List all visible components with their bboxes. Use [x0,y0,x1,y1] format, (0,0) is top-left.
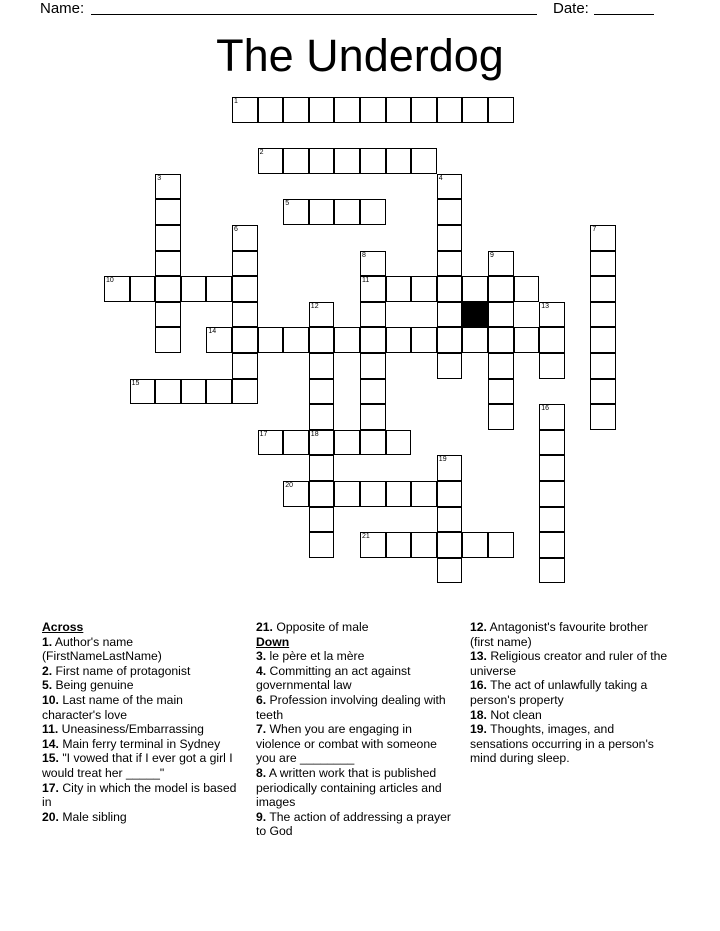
clue-item [42,664,242,679]
grid-cell[interactable] [437,199,463,225]
clue-number-label: 4. [256,663,267,678]
grid-cell[interactable] [334,481,360,507]
grid-cell[interactable] [539,532,565,558]
clue-number: 16 [541,405,549,413]
grid-cell[interactable] [258,148,284,174]
clue-text: A written work that is published periodically containing articles and images [256,765,442,810]
grid-cell[interactable] [309,532,335,558]
clue-text: Main ferry terminal in Sydney [58,736,221,751]
clue-text: Committing an act against governmental law [256,663,411,693]
grid-cell[interactable] [309,455,335,481]
grid-cell[interactable] [590,379,616,405]
clue-column-3 [470,620,670,766]
clue-number: 14 [208,328,217,336]
grid-cell[interactable] [462,97,488,123]
grid-cell[interactable] [155,174,181,200]
grid-cell[interactable] [590,276,616,302]
grid-cell[interactable] [334,430,360,456]
clue-item [256,620,456,635]
grid-cell[interactable] [590,353,616,379]
clue-item [256,766,456,810]
across-clue-list-continued [256,620,456,635]
grid-cell[interactable] [283,148,309,174]
grid-cell[interactable] [411,148,437,174]
clue-text: Being genuine [52,678,134,693]
clue-number-label: 2. [42,663,53,678]
grid-cell[interactable] [437,327,463,353]
clue-text: When you are engaging in violence or combat with someone you are ________ [256,722,437,766]
clue-item [42,751,242,780]
grid-cell[interactable] [437,455,463,481]
clue-item [42,678,242,693]
grid-cell[interactable] [386,481,412,507]
grid-cell[interactable] [360,532,386,558]
clue-number-label: 9. [256,809,267,824]
clue-number-label: 10. [42,692,59,707]
clue-item [256,722,456,766]
grid-cell[interactable] [488,302,514,328]
grid-cell[interactable] [590,302,616,328]
grid-cell[interactable] [130,276,156,302]
grid-cell[interactable] [283,199,309,225]
date-label: Date: [553,0,589,17]
clue-item [42,810,242,825]
grid-cell[interactable] [539,353,565,379]
clue-number-label: 3. [256,649,267,664]
grid-cell[interactable] [283,481,309,507]
grid-cell[interactable] [309,97,335,123]
clue-text: The action of addressing a prayer to God [256,809,451,839]
grid-cell[interactable] [155,302,181,328]
clue-number: 9 [490,251,494,259]
grid-cell[interactable] [590,225,616,251]
grid-cell[interactable] [309,327,335,353]
grid-cell[interactable] [181,276,207,302]
grid-cell[interactable] [488,404,514,430]
grid-cell[interactable] [309,353,335,379]
grid-cell[interactable] [360,97,386,123]
clue-number: 10 [106,277,114,285]
grid-cell[interactable] [411,276,437,302]
grid-cell[interactable] [411,532,437,558]
clue-number-label: 6. [256,692,267,707]
clue-text: Thoughts, images, and sensations occurring in a person's mind during sleep. [470,722,654,766]
grid-cell[interactable] [360,404,386,430]
grid-cell[interactable] [488,327,514,353]
grid-cell[interactable] [488,532,514,558]
grid-cell[interactable] [539,327,565,353]
clue-number: 15 [131,379,140,387]
grid-cell[interactable] [488,251,514,277]
grid-cell[interactable] [334,148,360,174]
clue-number: 3 [157,174,162,182]
grid-cell[interactable] [283,97,309,123]
grid-cell[interactable] [437,481,463,507]
grid-cell[interactable] [283,327,309,353]
grid-cell[interactable] [488,379,514,405]
grid-cell[interactable] [386,430,412,456]
grid-cell[interactable] [360,379,386,405]
grid-cell[interactable] [206,327,232,353]
grid-cell[interactable] [514,327,540,353]
grid-cell[interactable] [462,532,488,558]
clue-item [470,620,670,649]
grid-cell[interactable] [360,481,386,507]
grid-cell[interactable] [232,379,258,405]
grid-cell[interactable] [309,430,335,456]
clue-item [256,693,456,722]
clue-item [42,693,242,722]
grid-cell[interactable] [462,276,488,302]
grid-cell[interactable] [539,455,565,481]
grid-cell[interactable] [462,327,488,353]
clue-text: "I vowed that if I ever got a girl I would treat her _____" [42,751,233,780]
clue-number: 18 [310,430,319,438]
clue-number: 17 [259,430,268,438]
grid-cell[interactable] [360,430,386,456]
grid-cell[interactable] [206,276,232,302]
grid-cell[interactable] [437,174,463,200]
grid-cell[interactable] [181,379,207,405]
grid-cell[interactable] [309,148,335,174]
grid-cell[interactable] [411,97,437,123]
grid-cell[interactable] [539,507,565,533]
grid-cell[interactable] [539,558,565,584]
clue-number: 5 [285,200,290,208]
clue-number: 11 [362,277,370,285]
grid-cell[interactable] [539,481,565,507]
grid-cell[interactable] [130,379,156,405]
grid-cell[interactable] [283,430,309,456]
clue-number: 8 [362,251,366,259]
grid-cell[interactable] [539,404,565,430]
clue-text: First name of protagonist [52,663,191,678]
grid-cell[interactable] [411,481,437,507]
grid-cell[interactable] [309,379,335,405]
clue-item [470,722,670,766]
grid-cell[interactable] [437,97,463,123]
grid-cell[interactable] [539,430,565,456]
grid-cell[interactable] [334,97,360,123]
grid-cell[interactable] [360,148,386,174]
grid-cell[interactable] [258,430,284,456]
clue-number: 13 [541,302,549,310]
grid-cell[interactable] [232,276,258,302]
grid-cell[interactable] [360,276,386,302]
grid-cell[interactable] [232,251,258,277]
grid-cell[interactable] [104,276,130,302]
grid-cell[interactable] [309,199,335,225]
clue-number-label: 14. [42,736,59,751]
grid-cell[interactable] [437,507,463,533]
grid-cell[interactable] [360,327,386,353]
clue-text: le père et la mère [266,649,365,664]
clue-number-label: 11. [42,722,59,737]
clue-column-2 [256,620,456,839]
grid-cell[interactable] [232,353,258,379]
clue-text: Religious creator and ruler of the universe [470,649,668,678]
grid-cell[interactable] [437,276,463,302]
clue-number: 7 [592,226,597,233]
grid-cell[interactable] [232,327,258,353]
clue-number: 21 [362,533,370,541]
grid-cell[interactable] [258,97,284,123]
clue-item [256,649,456,664]
clue-number: 19 [438,456,447,464]
grid-cell[interactable] [539,302,565,328]
clue-item [470,649,670,678]
clue-number-label: 20. [42,809,59,824]
clue-text: Last name of the main character's love [42,692,183,722]
clue-text: The act of unlawfully taking a person's property [470,678,648,707]
grid-cell[interactable] [488,97,514,123]
clue-number-label: 21. [256,620,273,634]
clue-number: 1 [234,98,238,105]
clue-text: Male sibling [58,809,127,824]
clue-number-label: 17. [42,780,59,795]
clue-item [42,781,242,810]
clue-number-label: 13. [470,649,487,664]
clue-text: Antagonist's favourite brother (first name) [470,620,648,649]
grid-cell[interactable] [488,353,514,379]
clue-number-label: 15. [42,751,59,766]
clue-number-label: 1. [42,634,53,649]
name-label: Name: [40,0,85,17]
clue-number: 6 [234,226,238,233]
grid-cell[interactable] [309,302,335,328]
clue-number-label: 19. [470,722,487,737]
grid-cell[interactable] [386,97,412,123]
clue-text: Author's name (FirstNameLastName) [42,634,162,664]
clue-item [470,678,670,707]
clue-item [42,737,242,752]
clue-text: Not clean [486,707,542,722]
grid-cell[interactable] [232,302,258,328]
grid-cell[interactable] [386,148,412,174]
clue-text: City in which the model is based in [42,780,237,810]
clue-item [42,635,242,664]
grid-cell[interactable] [488,276,514,302]
grid-cell[interactable] [437,353,463,379]
clue-number-label: 12. [470,620,487,634]
grid-cell[interactable] [334,199,360,225]
name-line [91,14,537,15]
grid-cell[interactable] [386,532,412,558]
clue-number: 12 [310,302,319,310]
across-heading: Across [42,620,84,634]
down-heading: Down [256,634,290,649]
clue-number-label: 18. [470,707,487,722]
clue-number-label: 8. [256,765,267,780]
grid-cell[interactable] [334,327,360,353]
puzzle-title: The Underdog [216,30,504,81]
clue-item [470,708,670,723]
grid-cell[interactable] [232,97,258,123]
grid-cell[interactable] [590,327,616,353]
clue-item [42,722,242,737]
black-square [462,302,488,328]
grid-cell[interactable] [309,404,335,430]
grid-cell[interactable] [386,276,412,302]
grid-cell[interactable] [437,225,463,251]
clue-number-label: 7. [256,722,267,737]
clue-item [256,810,456,839]
clue-text: Profession involving dealing with teeth [256,692,446,722]
grid-cell[interactable] [437,302,463,328]
clue-number: 20 [285,482,293,489]
grid-cell[interactable] [437,251,463,277]
clue-number-label: 16. [470,678,487,693]
clue-column-1 [42,620,242,824]
grid-cell[interactable] [258,327,284,353]
grid-cell[interactable] [155,199,181,225]
grid-cell[interactable] [514,276,540,302]
grid-cell[interactable] [360,199,386,225]
grid-cell[interactable] [360,302,386,328]
clue-number: 2 [259,149,264,157]
clue-number: 4 [438,174,443,182]
grid-cell[interactable] [437,532,463,558]
grid-cell[interactable] [309,507,335,533]
clue-item [256,664,456,693]
grid-cell[interactable] [232,225,258,251]
grid-cell[interactable] [309,481,335,507]
down-clue-list [256,649,456,839]
across-clue-list [42,635,242,825]
grid-cell[interactable] [155,379,181,405]
clue-text: Opposite of male [272,620,369,634]
grid-cell[interactable] [590,251,616,277]
grid-cell[interactable] [411,327,437,353]
grid-cell[interactable] [437,558,463,584]
grid-cell[interactable] [360,353,386,379]
date-line [594,14,654,15]
grid-cell[interactable] [155,225,181,251]
clue-number-label: 5. [42,678,53,693]
grid-cell[interactable] [206,379,232,405]
clue-text: Uneasiness/Embarrassing [58,722,204,737]
down-clue-list-continued [470,620,670,766]
grid-cell[interactable] [155,327,181,353]
grid-cell[interactable] [360,251,386,277]
grid-cell[interactable] [386,327,412,353]
grid-cell[interactable] [590,404,616,430]
grid-cell[interactable] [155,276,181,302]
grid-cell[interactable] [155,251,181,277]
